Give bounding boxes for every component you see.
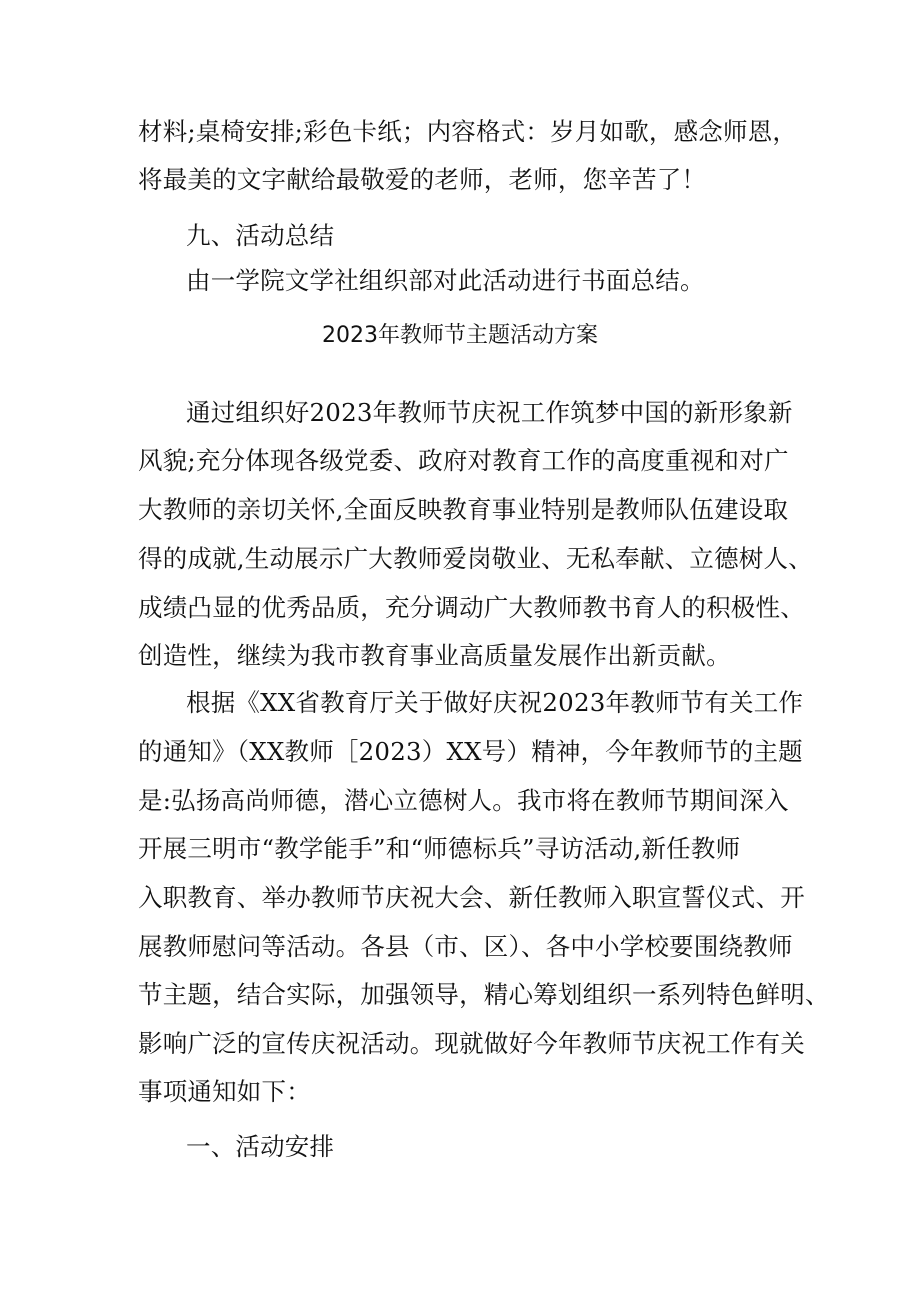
document-title: 2023年教师节主题活动方案 (322, 323, 598, 348)
paragraph1-line-1: 通过组织好2023年教师节庆祝工作筑梦中国的新形象新 (186, 398, 793, 427)
paragraph2-line-9: 事项通知如下： (138, 1077, 311, 1106)
paragraph1-line-3: 大教师的亲切关怀,全面反映教育事业特别是教师队伍建设取 (138, 495, 789, 524)
section-one-heading: 一、活动安排 (186, 1132, 335, 1161)
paragraph1-line-5: 成绩凸显的优秀品质，充分调动广大教师教书育人的积极性、 (138, 593, 805, 622)
paragraph2-line-6: 展教师慰问等活动。各县（市、区）、各中小学校要围绕教师 (138, 932, 793, 961)
section-nine-heading: 九、活动总结 (186, 221, 335, 250)
section-nine-body: 由一学院文学社组织部对此活动进行书面总结。 (186, 266, 705, 295)
top-paragraph-line-1: 材料;桌椅安排;彩色卡纸；内容格式：岁月如歌，感念师恩， (138, 117, 798, 146)
paragraph2-line-3: 是:弘扬高尚师德，潜心立德树人。我市将在教师节期间深入 (138, 786, 789, 815)
paragraph2-line-4: 开展三明市“教学能手”和“师德标兵”寻访活动,新任教师 (138, 834, 741, 863)
paragraph1-line-2: 风貌;充分体现各级党委、政府对教育工作的高度重视和对广 (138, 446, 789, 475)
paragraph2-line-7: 节主题，结合实际，加强领导，精心筹划组织一系列特色鲜明、 (138, 980, 830, 1009)
paragraph1-line-4: 得的成就,生动展示广大教师爱岗敬业、无私奉献、立德树人、 (138, 544, 813, 573)
paragraph2-line-1: 根据《XX省教育厅关于做好庆祝2023年教师节有关工作 (186, 688, 804, 717)
paragraph2-line-8: 影响广泛的宣传庆祝活动。现就做好今年教师节庆祝工作有关 (138, 1029, 805, 1058)
top-paragraph-line-2: 将最美的文字献给最敬爱的老师，老师，您辛苦了！ (138, 165, 707, 194)
paragraph2-line-2: 的通知》（XX教师［2023）XX号）精神，今年教师节的主题 (138, 737, 803, 766)
paragraph2-line-5: 入职教育、举办教师节庆祝大会、新任教师入职宣誓仪式、开 (138, 883, 805, 912)
paragraph1-line-6: 创造性，继续为我市教育事业高质量发展作出新贡献。 (138, 641, 731, 670)
